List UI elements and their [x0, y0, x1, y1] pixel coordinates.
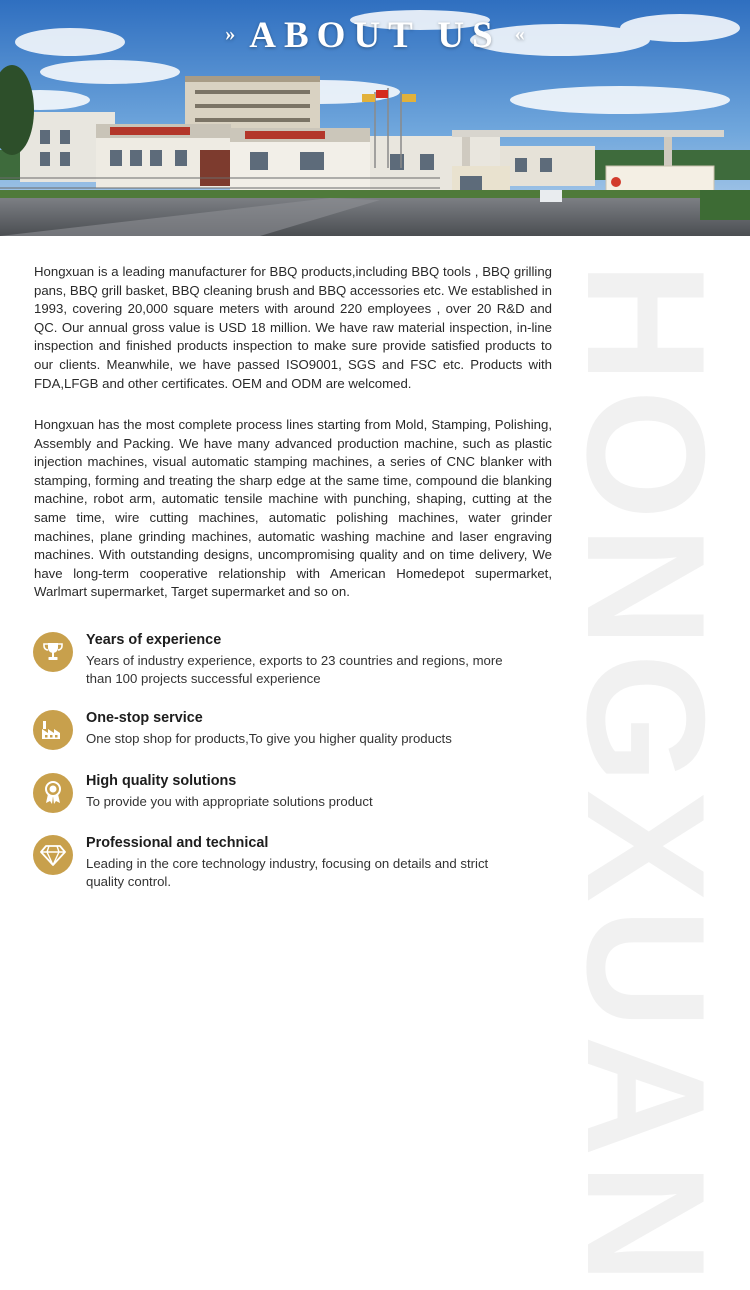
feature-description: One stop shop for products,To give you higher quality products [86, 731, 452, 746]
feature-item [33, 835, 553, 895]
intro-paragraph: Hongxuan is a leading manufacturer for BBQ products,including BBQ tools , BBQ grilling pans, BBQ grill basket, BBQ cleaning brush and BBQ accessories etc. We established in 1993, covering 20,000 square meters with around 220 employees , over 20 R&D and QC. Our annual gross value is USD 18 million. We have raw material inspection, in-line inspection and finished products inspection to make sure provide satisfied products to our clients. Meanwhile, we have passed ISO9001, SGS and FSC etc. Products with FDA,LFGB and other certificates. OEM and ODM are welcomed. [34, 264, 552, 391]
feature-item [33, 632, 553, 692]
award-ribbon-icon [33, 773, 73, 813]
feature-title: High quality solutions [86, 773, 237, 789]
title-ornament-right: « [514, 23, 525, 46]
feature-description: To provide you with appropriate solutions product [86, 794, 373, 809]
feature-description: Years of industry experience, exports to 23 countries and regions, more than 100 projects successful experience [86, 653, 503, 686]
feature-title: Years of experience [86, 632, 222, 648]
title-ornament-left: » [225, 23, 236, 46]
hero-banner [0, 0, 750, 236]
title-text: ABOUT US [249, 15, 501, 56]
brand-watermark: HONGXUAN [552, 262, 740, 1290]
page-title [0, 14, 750, 57]
feature-item [33, 710, 553, 770]
feature-title: One-stop service [86, 710, 203, 726]
trophy-icon [33, 632, 73, 672]
factory-icon [33, 710, 73, 750]
feature-description: Leading in the core technology industry, focusing on details and strict quality control. [86, 856, 489, 889]
feature-title: Professional and technical [86, 835, 269, 851]
process-paragraph: Hongxuan has the most complete process lines starting from Mold, Stamping, Polishing, Assembly and Packing. We have many advanced production machine, such as plastic injection machines, visual automatic stamping machines, a series of CNC blanker with stamping, forming and treating the sharp edge at the same time, compound die blanking machine, robot arm, automatic tensile machine with punching, shaping, cutting at the same time, wire cutting machines, automatic polishing machines, water grinder machines, plane grinding machines, automatic washing machine and laser engraving machines. With outstanding designs, uncompromising quality and on time delivery, We have long-term cooperative relationship with American Homedepot supermarket, Warlmart supermarket, Target supermarket and so on. [34, 417, 552, 600]
feature-item [33, 773, 553, 833]
diamond-icon [33, 835, 73, 875]
